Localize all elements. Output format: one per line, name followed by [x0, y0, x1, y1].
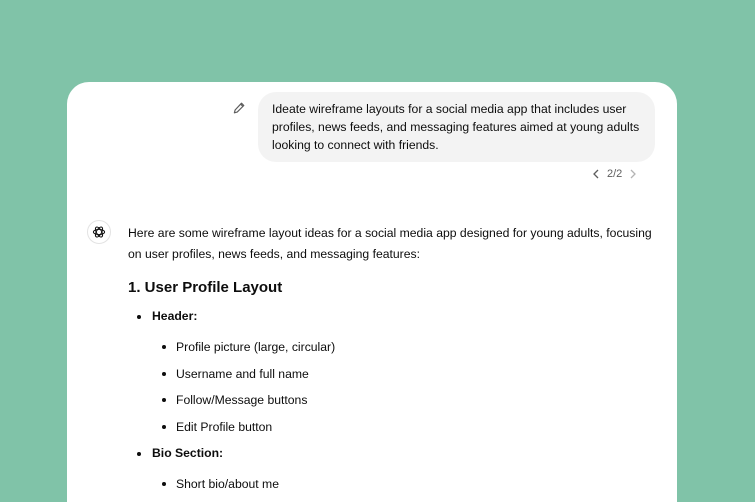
sub-list-item: Short bio/about me	[152, 475, 658, 493]
list-item	[128, 307, 658, 436]
response-intro: Here are some wireframe layout ideas for a social media app designed for young adults, focusing on user profiles, news feeds, and messaging features:	[128, 226, 652, 261]
assistant-logo-icon	[87, 220, 111, 244]
sub-list	[152, 475, 658, 493]
section-title: 1. User Profile Layout	[128, 279, 283, 296]
sub-list-item: Follow/Message buttons	[152, 391, 658, 409]
list-item-label: Bio Section:	[152, 446, 224, 461]
chevron-left-icon[interactable]	[589, 167, 603, 181]
sub-list-item: Profile picture (large, circular)	[152, 338, 658, 356]
list-item-label: Header:	[152, 309, 198, 323]
user-message-text: Ideate wireframe layouts for a social media app that includes user profiles, news feeds, and messaging features aimed at young adults looking to connect with friends.	[272, 102, 640, 152]
user-message-bubble	[258, 92, 655, 162]
pager-count: 2/2	[607, 168, 623, 180]
pencil-icon[interactable]	[232, 101, 246, 115]
response-pager	[589, 166, 640, 182]
feature-list	[128, 307, 658, 493]
assistant-response	[128, 223, 658, 502]
sub-list-item: Edit Profile button	[152, 418, 658, 436]
sub-list	[152, 338, 658, 436]
chat-card	[67, 82, 677, 502]
chevron-right-icon[interactable]	[626, 167, 640, 181]
sub-list-item: Username and full name	[152, 365, 658, 383]
list-item	[128, 444, 658, 493]
